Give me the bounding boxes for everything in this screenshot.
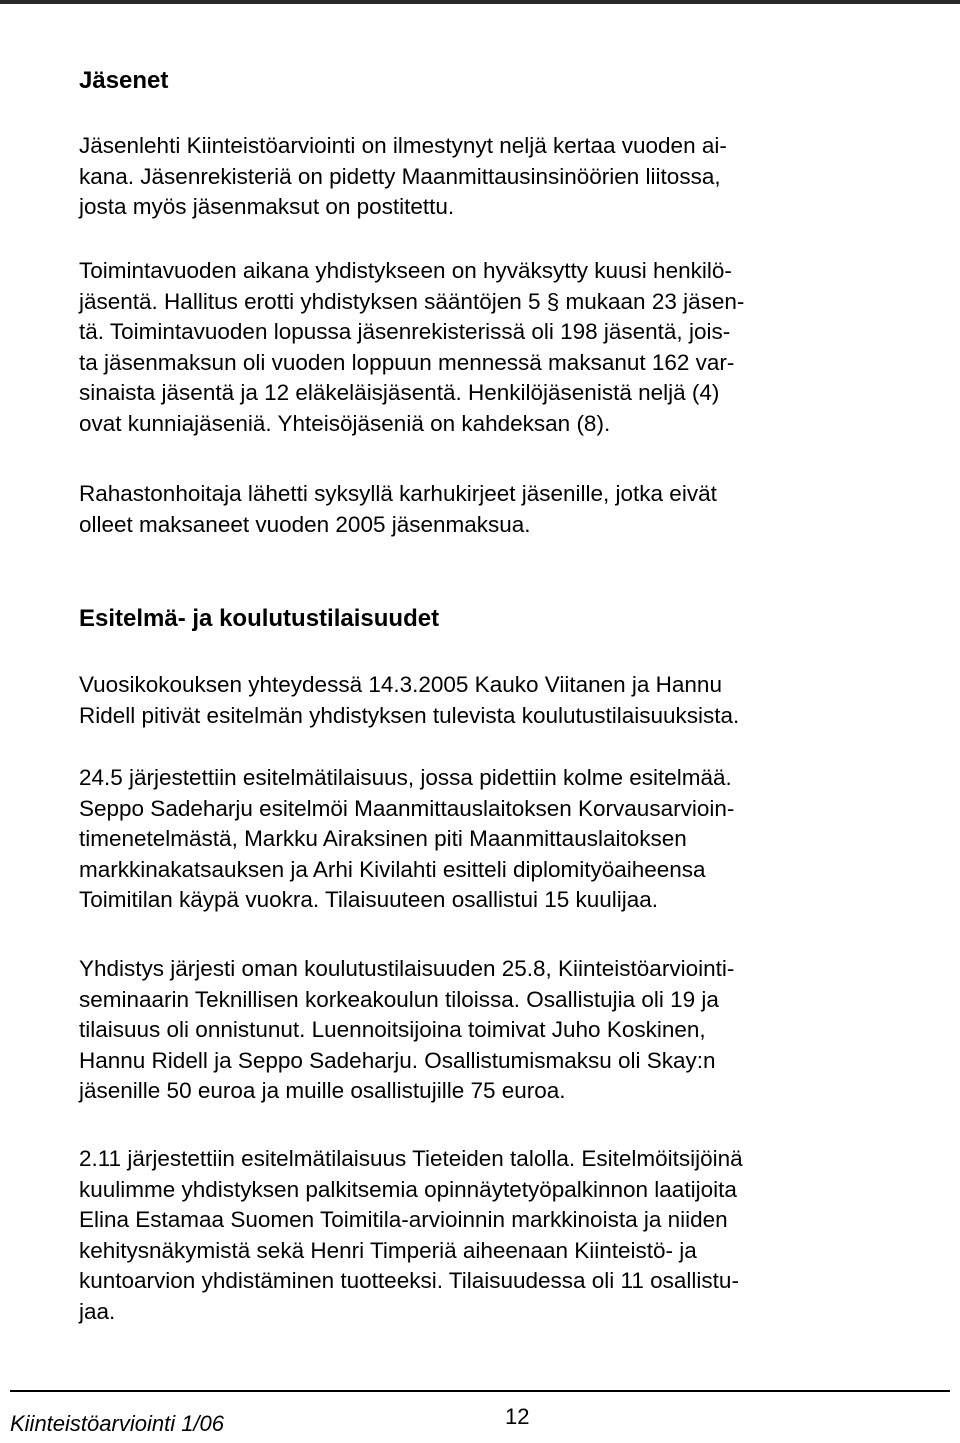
text-line: Seppo Sadeharju esitelmöi Maanmittauslaitoksen Korvausarvioin- [79,795,735,821]
text-line: ta jäsenmaksun oli vuoden loppuun mennessä maksanut 162 var- [79,349,735,375]
text-line: tä. Toimintavuoden lopussa jäsenrekisterissä oli 198 jäsentä, jois- [79,319,731,344]
text-line: markkinakatsauksen ja Arhi Kivilahti esitteli diplomityöaiheensa [79,856,706,882]
paragraph-membership-stats [79,256,894,439]
text-line: Rahastonhoitaja lähetti syksyllä karhukirjeet jäsenille, jotka eivät [79,481,717,506]
text-line: jäsenille 50 euroa ja muille osallistujille 75 euroa. [79,1078,566,1103]
top-border [0,0,960,4]
text-line: Vuosikokouksen yhteydessä 14.3.2005 Kauko Viitanen ja Hannu [79,672,722,697]
text-line: Elina Estamaa Suomen Toimitila-arvioinnin markkinoista ja niiden [79,1207,728,1232]
text-line: Yhdistys järjesti oman koulutustilaisuuden 25.8, Kiinteistöarviointi- [79,956,735,981]
page-number: 12 [505,1404,530,1429]
text-line: kehitysnäkymistä sekä Henri Timperiä aiheenaan Kiinteistö- ja [79,1237,697,1263]
paragraph-reminders [79,479,894,540]
paragraph-membership-journal [79,131,894,223]
text-line: timenetelmästä, Markku Airaksinen piti Maanmittauslaitoksen [79,826,687,851]
paragraph-annual-meeting [79,670,894,731]
footer-rule [10,1390,950,1392]
text-line: tilaisuus oli onnistunut. Luennoitsijoina toimivat Juho Koskinen, [79,1017,706,1042]
section-heading-members: Jäsenet [79,67,169,94]
text-line: olleet maksaneet vuoden 2005 jäsenmaksua. [79,511,531,537]
text-line: sinaista jäsentä ja 12 eläkeläisjäsentä. Henkilöjäsenistä neljä (4) [79,380,720,405]
text-line: kuntoarvion yhdistäminen tuotteeksi. Tilaisuudessa oli 11 osallistu- [79,1268,739,1293]
paragraph-may-event [79,763,894,916]
text-line: Hannu Ridell ja Seppo Sadeharju. Osallistumismaksu oli Skay:n [79,1047,716,1073]
text-line: josta myös jäsenmaksut on postitettu. [79,194,455,219]
text-line: jaa. [79,1298,116,1324]
paragraph-november-event [79,1144,894,1327]
text-line: jäsentä. Hallitus erotti yhdistyksen sääntöjen 5 § mukaan 23 jäsen- [79,288,745,314]
text-line: kuulimme yhdistyksen palkitsemia opinnäytetyöpalkinnon laatijoita [79,1176,737,1202]
text-line: Toimintavuoden aikana yhdistykseen on hyväksytty kuusi henkilö- [79,258,732,283]
paragraph-august-seminar [79,954,894,1107]
text-line: Jäsenlehti Kiinteistöarviointi on ilmestynyt neljä kertaa vuoden ai- [79,133,727,158]
text-line: seminaarin Teknillisen korkeakoulun tiloissa. Osallistujia oli 19 ja [79,986,719,1012]
text-line: ovat kunniajäseniä. Yhteisöjäseniä on kahdeksan (8). [79,410,611,436]
text-line: kana. Jäsenrekisteriä on pidetty Maanmittausinsinöörien liitossa, [79,163,721,189]
section-heading-events: Esitelmä- ja koulutustilaisuudet [79,605,440,632]
footer-publication: Kiinteistöarviointi 1/06 [10,1411,225,1436]
text-line: 2.11 järjestettiin esitelmätilaisuus Tieteiden talolla. Esitelmöitsijöinä [79,1146,743,1171]
text-line: Ridell pitivät esitelmän yhdistyksen tulevista koulutustilaisuuksista. [79,702,740,728]
text-line: 24.5 järjestettiin esitelmätilaisuus, jossa pidettiin kolme esitelmää. [79,765,732,790]
text-line: Toimitilan käypä vuokra. Tilaisuuteen osallistui 15 kuulijaa. [79,887,659,912]
